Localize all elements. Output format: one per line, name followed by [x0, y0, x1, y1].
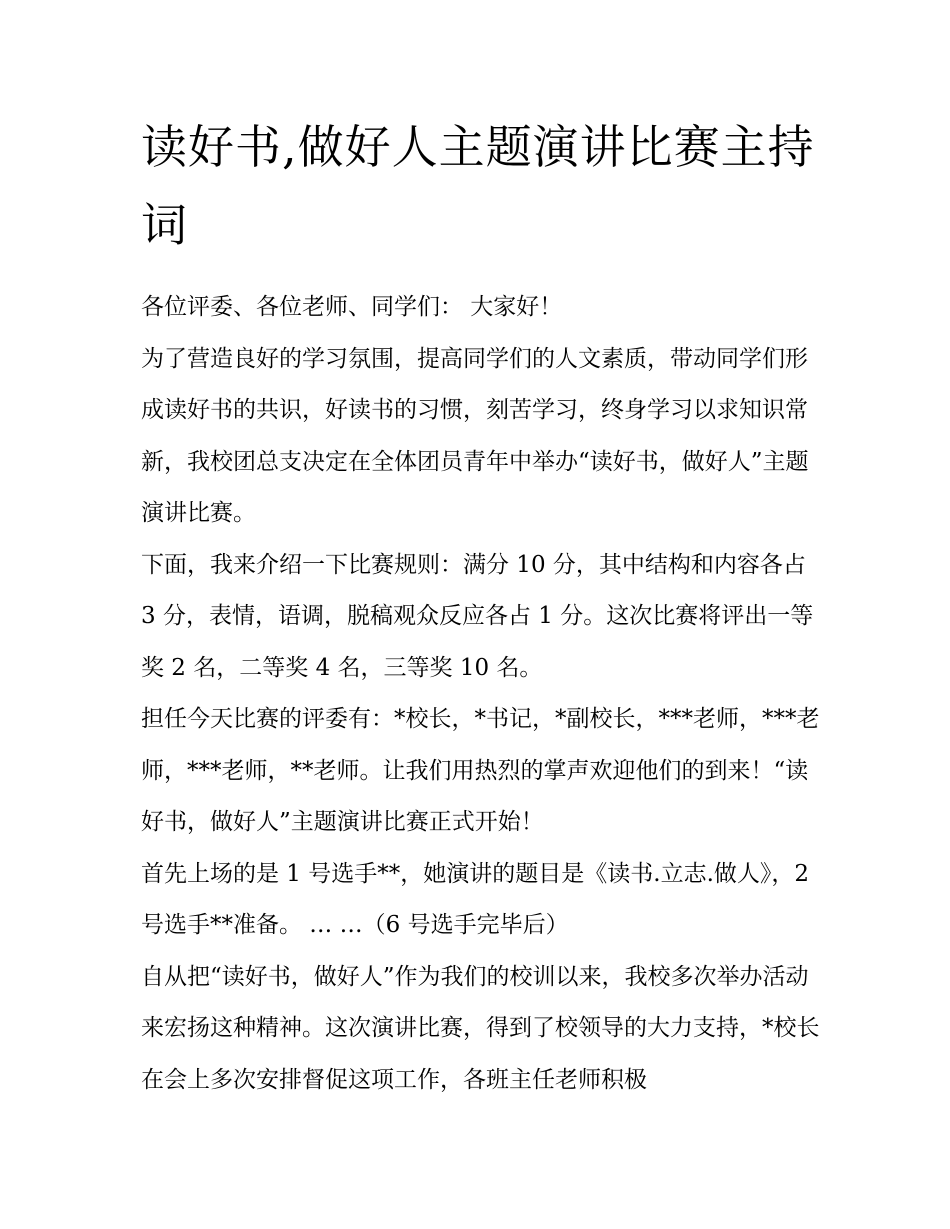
paragraph-greeting: 各位评委、各位老师、同学们： 大家好！ [141, 294, 563, 320]
paragraph-judges: 担任今天比赛的评委有：*校长，*书记，*副校长，***老师，***老师，***老师，**老师。让我们用热烈的掌声欢迎他们的到来！“读好书，做好人”主题演讲比赛正式开始！ [141, 706, 820, 835]
paragraph-rules: 下面，我来介绍一下比赛规则：满分 10 分，其中结构和内容各占 3 分，表情，语调，脱稿观众反应各占 1 分。这次比赛将评出一等奖 2 名，二等奖 4 名，三等奖 10 名。 [141, 551, 814, 681]
paragraph-motto: 自从把“读好书，做好人”作为我们的校训以来，我校多次举办活动来宏扬这种精神。这次演讲比赛，得到了校领导的大力支持，*校长在会上多次安排督促这项工作，各班主任老师积极 [141, 963, 820, 1093]
document-title: 读好书,做好人主题演讲比赛主持词 [141, 120, 815, 252]
paragraph-purpose: 为了营造良好的学习氛围，提高同学们的人文素质，带动同学们形成读好书的共识，好读书的习惯，刻苦学习，终身学习以求知识常新，我校团总支决定在全体团员青年中举办“读好书，做好人”主题演讲比赛。 [141, 345, 809, 526]
document-body [141, 108, 821, 1106]
paragraph-contestants: 首先上场的是 1 号选手**，她演讲的题目是《读书.立志.做人》，2 号选手**准备。 … …（6 号选手完毕后） [141, 860, 810, 938]
